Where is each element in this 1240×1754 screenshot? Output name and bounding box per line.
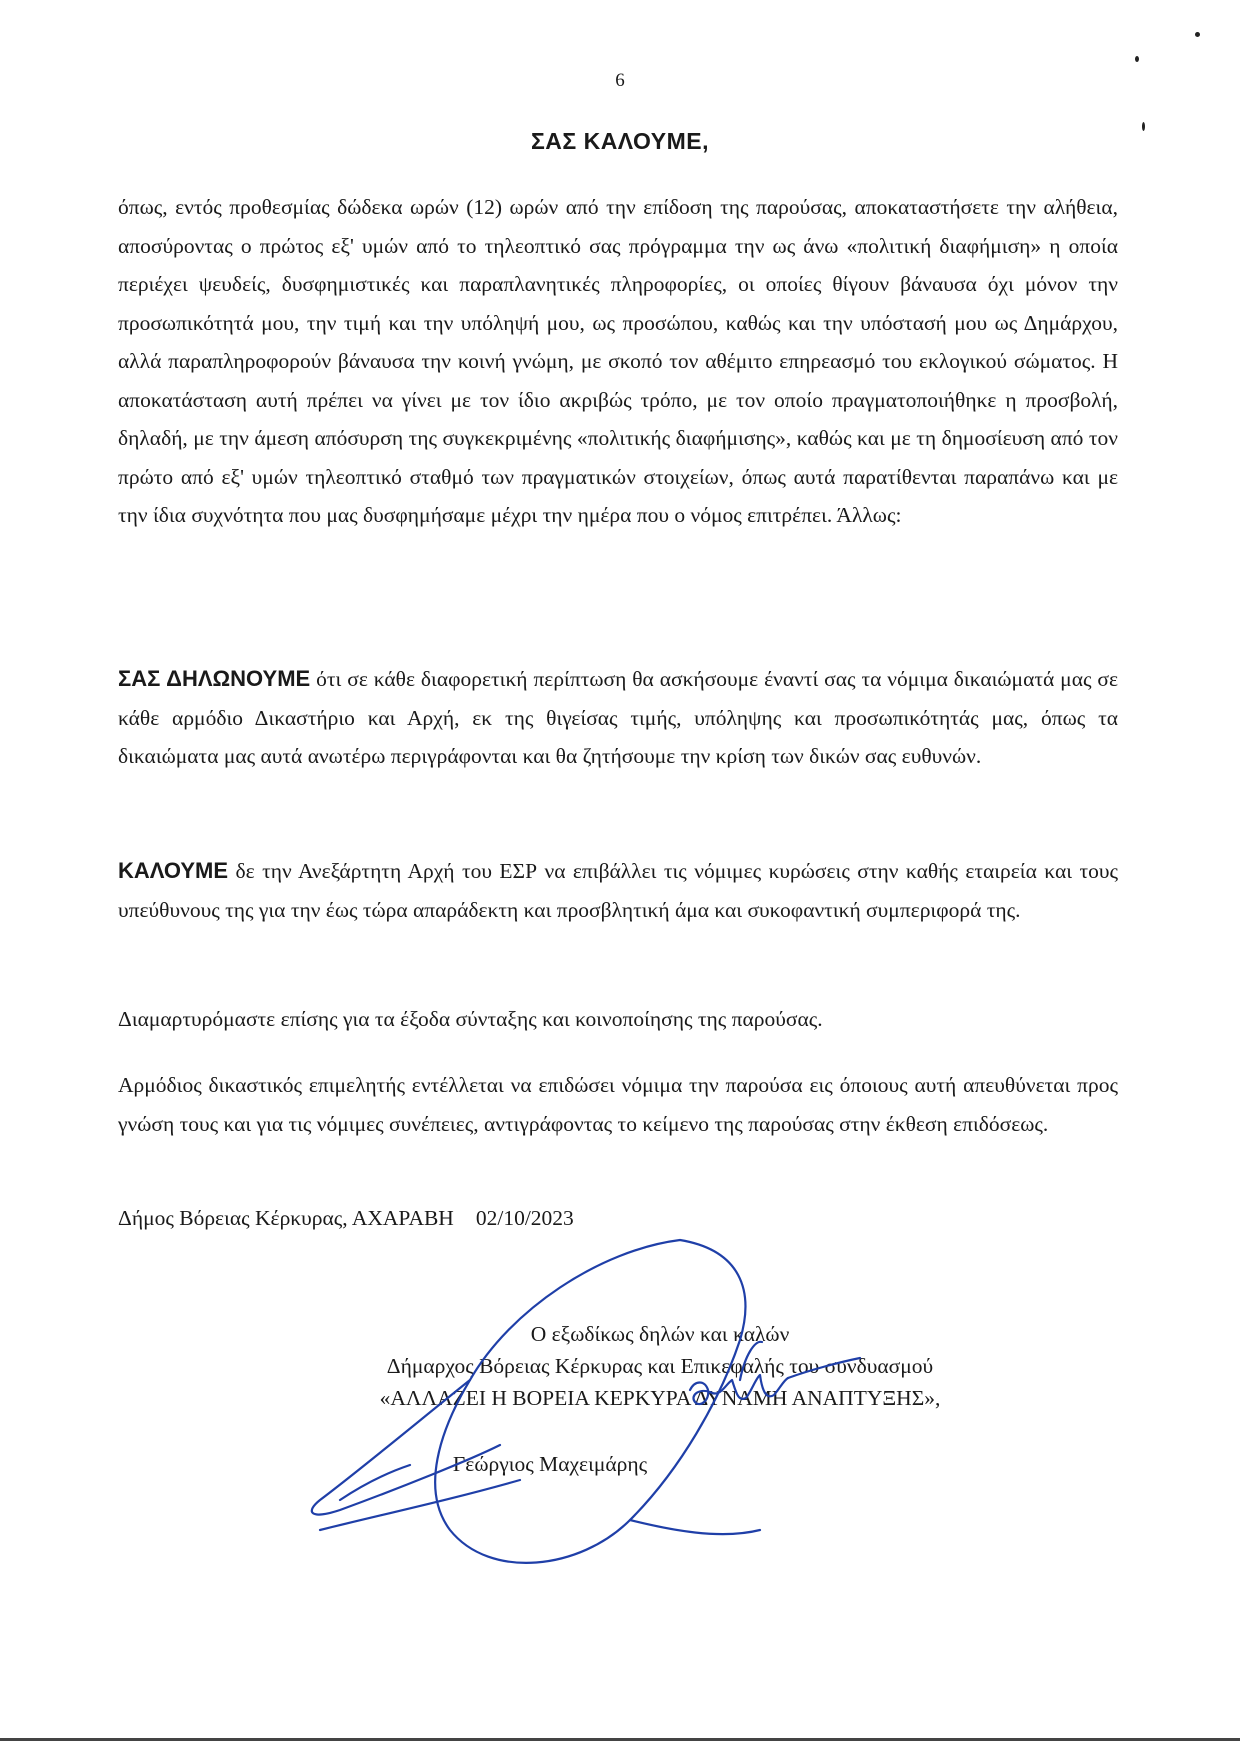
signatory-role-line: Ο εξωδίκως δηλών και καλών: [530, 1322, 790, 1346]
section-heading: ΣΑΣ ΚΑΛΟΥΜΕ,: [530, 128, 710, 154]
call-paragraph: [118, 852, 1118, 929]
demand-paragraph: όπως, εντός προθεσμίας δώδεκα ωρών (12) ωρών από την επίδοση της παρούσας, αποκαταστήσετε την αλήθεια, αποσύροντας ο πρώτος εξ' υμών από το τηλεοπτικό σας πρόγραμμα την ως άνω «πολιτική διαφήμιση» η οποία περιέχει ψευδείς, δυσφημιστικές και παραπλανητικές πληροφορίες, οι οποίες θίγουν βάναυσα όχι μόνον την προσωπικότητά μου, την τιμή και την υπόληψή μου, ως προσώπου, καθώς και την υπόστασή μου ως Δημάρχου, αλλά παραπληροφορούν βάναυσα την κοινή γνώμη, με σκοπό τον αθέμιτο επηρεασμό του εκλογικού σώματος. Η αποκατάσταση αυτή πρέπει να γίνει με τον ίδιο ακριβώς τρόπο, με τον οποίο πραγματοποιήθηκε η προσβολή, δηλαδή, με την άμεση απόσυρση της συγκεκριμένης «πολιτικής διαφήμισης», καθώς και με τη δημοσίευση από τον πρώτο από εξ' υμών τηλεοπτικό σταθμό των πραγματικών στοιχείων, όπως αυτά παρατίθενται παραπάνω και με την ίδια συχνότητα που μας δυσφημήσαμε μέχρι την ημέρα που ο νόμος επιτρέπει. Άλλως:: [118, 195, 1118, 527]
call-text: δε την Ανεξάρτητη Αρχή του ΕΣΡ να επιβάλλει τις νόμιμες κυρώσεις στην καθής εταιρεία και τους υπεύθυνους της για την έως τώρα απαράδεκτη και προσβλητική άμα και συκοφαντική συμπεριφορά της.: [118, 859, 1118, 922]
handwritten-signature: [300, 1230, 980, 1610]
call-lead: ΚΑΛΟΥΜΕ: [118, 858, 229, 883]
protest-paragraph: Διαμαρτυρόμαστε επίσης για τα έξοδα σύνταξης και κοινοποίησης της παρούσας.: [118, 1007, 823, 1031]
page-number: 6: [615, 70, 625, 91]
signatory-title-line: Δήμαρχος Βόρειας Κέρκυρας και Επικεφαλής του συνδυασμού: [386, 1354, 934, 1378]
footer-rule: [0, 1738, 1240, 1741]
place: Δήμος Βόρειας Κέρκυρας, ΑΧΑΡΑΒΗ: [118, 1206, 454, 1230]
signatory-name: Γεώργιος Μαχειμάρης: [452, 1452, 648, 1476]
scan-speck: [1195, 32, 1200, 37]
bailiff-paragraph: Αρμόδιος δικαστικός επιμελητής εντέλλεται να επιδώσει νόμιμα την παρούσα εις όποιους αυτή απευθύνεται προς γνώση τους και για τις νόμιμες συνέπειες, αντιγράφοντας το κείμενο της παρούσας στην έκθεση επιδόσεως.: [118, 1073, 1118, 1136]
scan-speck: [1142, 122, 1145, 131]
declaration-text: ότι σε κάθε διαφορετική περίπτωση θα ασκήσουμε έναντί σας τα νόμιμα δικαιώματά μας σε κάθε αρμόδιο Δικαστήριο και Αρχή, εκ της θιγείσας τιμής, υπόληψης και προσωπικότητάς μας, όπως τα δικαιώματα μας αυτά ανωτέρω περιγράφονται και θα ζητήσουμε την κρίση των δικών σας ευθυνών.: [118, 667, 1119, 768]
signatory-party-line: «ΑΛΛΑΖΕΙ Η ΒΟΡΕΙΑ ΚΕΡΚΥΡΑ ΔΥΝΑΜΗ ΑΝΑΠΤΥΞΗΣ»,: [379, 1386, 941, 1410]
scan-speck: [1135, 56, 1139, 62]
date: 02/10/2023: [475, 1206, 574, 1230]
declaration-lead: ΣΑΣ ΔΗΛΩΝΟΥΜΕ: [118, 666, 311, 691]
declaration-paragraph: [118, 660, 1118, 776]
place-date-line: [118, 1206, 574, 1231]
